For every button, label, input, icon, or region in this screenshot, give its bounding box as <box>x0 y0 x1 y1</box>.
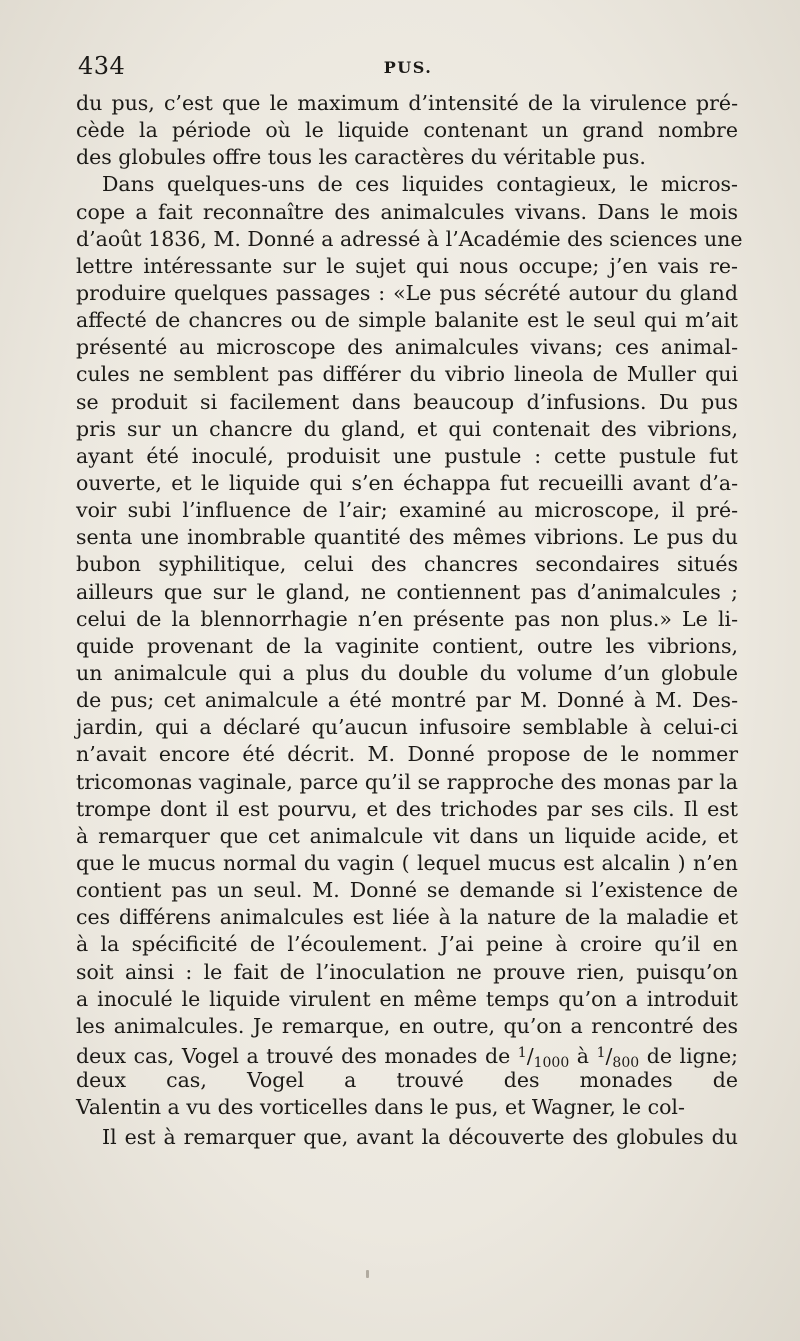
text-line: celui de la blennorrhagie n’en présente pas non plus.» Le li- <box>76 606 738 631</box>
fraction-denominator: 800 <box>612 1054 640 1071</box>
text-line-fraction: deux cas, Vogel a trouvé des monades de $^1$/1000 à $^1$/800 de ligne; <box>76 1043 738 1071</box>
text-line: cope a fait reconnaître des animalcules vivans. Dans le mois <box>76 199 738 224</box>
text-line: les animalcules. Je remarque, en outre, qu’on a rencontré des <box>76 1013 738 1038</box>
running-title: PUS. <box>383 58 433 77</box>
fraction-numerator: 1 <box>517 1044 527 1061</box>
text-line: présenté au microscope des animalcules vivans; ces animal- <box>76 335 738 360</box>
text-line: cède la période où le liquide contenant un grand nombre <box>76 118 738 143</box>
text-line: bubon syphilitique, celui des chancres secondaires situés <box>76 552 738 577</box>
text-line: n’avait encore été décrit. M. Donné propose de le nommer <box>76 742 738 767</box>
text-line: cules ne semblent pas différer du vibrio lineola de Muller qui <box>76 362 738 387</box>
text-line: que le mucus normal du vagin ( lequel mucus est alcalin ) n’en <box>76 850 738 875</box>
text-line: produire quelques passages : «Le pus sécrété autour du gland <box>76 280 738 305</box>
text-line: lettre intéressante sur le sujet qui nous occupe; j’en vais re- <box>76 253 738 278</box>
text-line: se produit si facilement dans beaucoup d’infusions. Du pus <box>76 389 738 414</box>
text-line: voir subi l’influence de l’air; examiné au microscope, il pré- <box>76 498 738 523</box>
text-line: ailleurs que sur le gland, ne contiennent pas d’animalcules ; <box>76 579 738 604</box>
text-line: à remarquer que cet animalcule vit dans un liquide acide, et <box>76 823 738 848</box>
text-line: jardin, qui a déclaré qu’aucun infusoire semblable à celui-ci <box>76 715 738 740</box>
fraction-after: de ligne; <box>639 1043 738 1068</box>
text-line: ces différens animalcules est liée à la nature de la maladie et <box>76 905 738 930</box>
fraction-middle: à <box>569 1043 597 1068</box>
page-header <box>78 52 738 86</box>
text-line: a inoculé le liquide virulent en même temps qu’on a introduit <box>76 986 738 1011</box>
text-line: ayant été inoculé, produisit une pustule : cette pustule fut <box>76 443 738 468</box>
text-line: tricomonas vaginale, parce qu’il se rapproche des monas par la <box>76 769 738 794</box>
text-line: Valentin a vu des vorticelles dans le pus, et Wagner, le col- <box>76 1095 685 1120</box>
text-line: soit ainsi : le fait de l’inoculation ne prouve rien, puisqu’on <box>76 959 738 984</box>
fraction-before: deux cas, Vogel a trouvé des monades de <box>76 1043 518 1068</box>
text-line: pris sur un chancre du gland, et qui contenait des vibrions, <box>76 416 738 441</box>
text-line: d’août 1836, M. Donné a adressé à l’Académie des sciences une <box>76 226 743 251</box>
page-body <box>76 90 743 1151</box>
text-line: de pus; cet animalcule a été montré par M. Donné à M. Des- <box>76 688 738 713</box>
text-line: des globules offre tous les caractères du véritable pus. <box>76 145 646 170</box>
fraction-denominator: 1000 <box>533 1054 570 1071</box>
text-line: senta une inombrable quantité des mêmes vibrions. Le pus du <box>76 525 738 550</box>
page-number: 434 <box>78 52 126 80</box>
text-line: à la spécificité de l’écoulement. J’ai peine à croire qu’il en <box>76 932 738 957</box>
text-line: du pus, c’est que le maximum d’intensité de la virulence pré- <box>76 91 738 115</box>
text-line: deux cas, Vogel a trouvé des monades de <box>76 1068 738 1093</box>
text-line: quide provenant de la vaginite contient, outre les vibrions, <box>76 633 738 658</box>
text-line: contient pas un seul. M. Donné se demande si l’existence de <box>76 878 738 903</box>
text-line: ouverte, et le liquide qui s’en échappa fut recueilli avant d’a- <box>76 470 738 495</box>
text-line: Dans quelques-uns de ces liquides contagieux, le micros- <box>102 172 738 197</box>
text-line: un animalcule qui a plus du double du volume d’un globule <box>76 660 738 685</box>
text-line: affecté de chancres ou de simple balanite est le seul qui m’ait <box>76 308 738 333</box>
fraction-numerator: 1 <box>596 1044 606 1061</box>
text-line: trompe dont il est pourvu, et des trichodes par ses cils. Il est <box>76 796 738 821</box>
ink-speck <box>366 1270 369 1278</box>
text-line: Il est à remarquer que, avant la découverte des globules du <box>102 1125 738 1150</box>
